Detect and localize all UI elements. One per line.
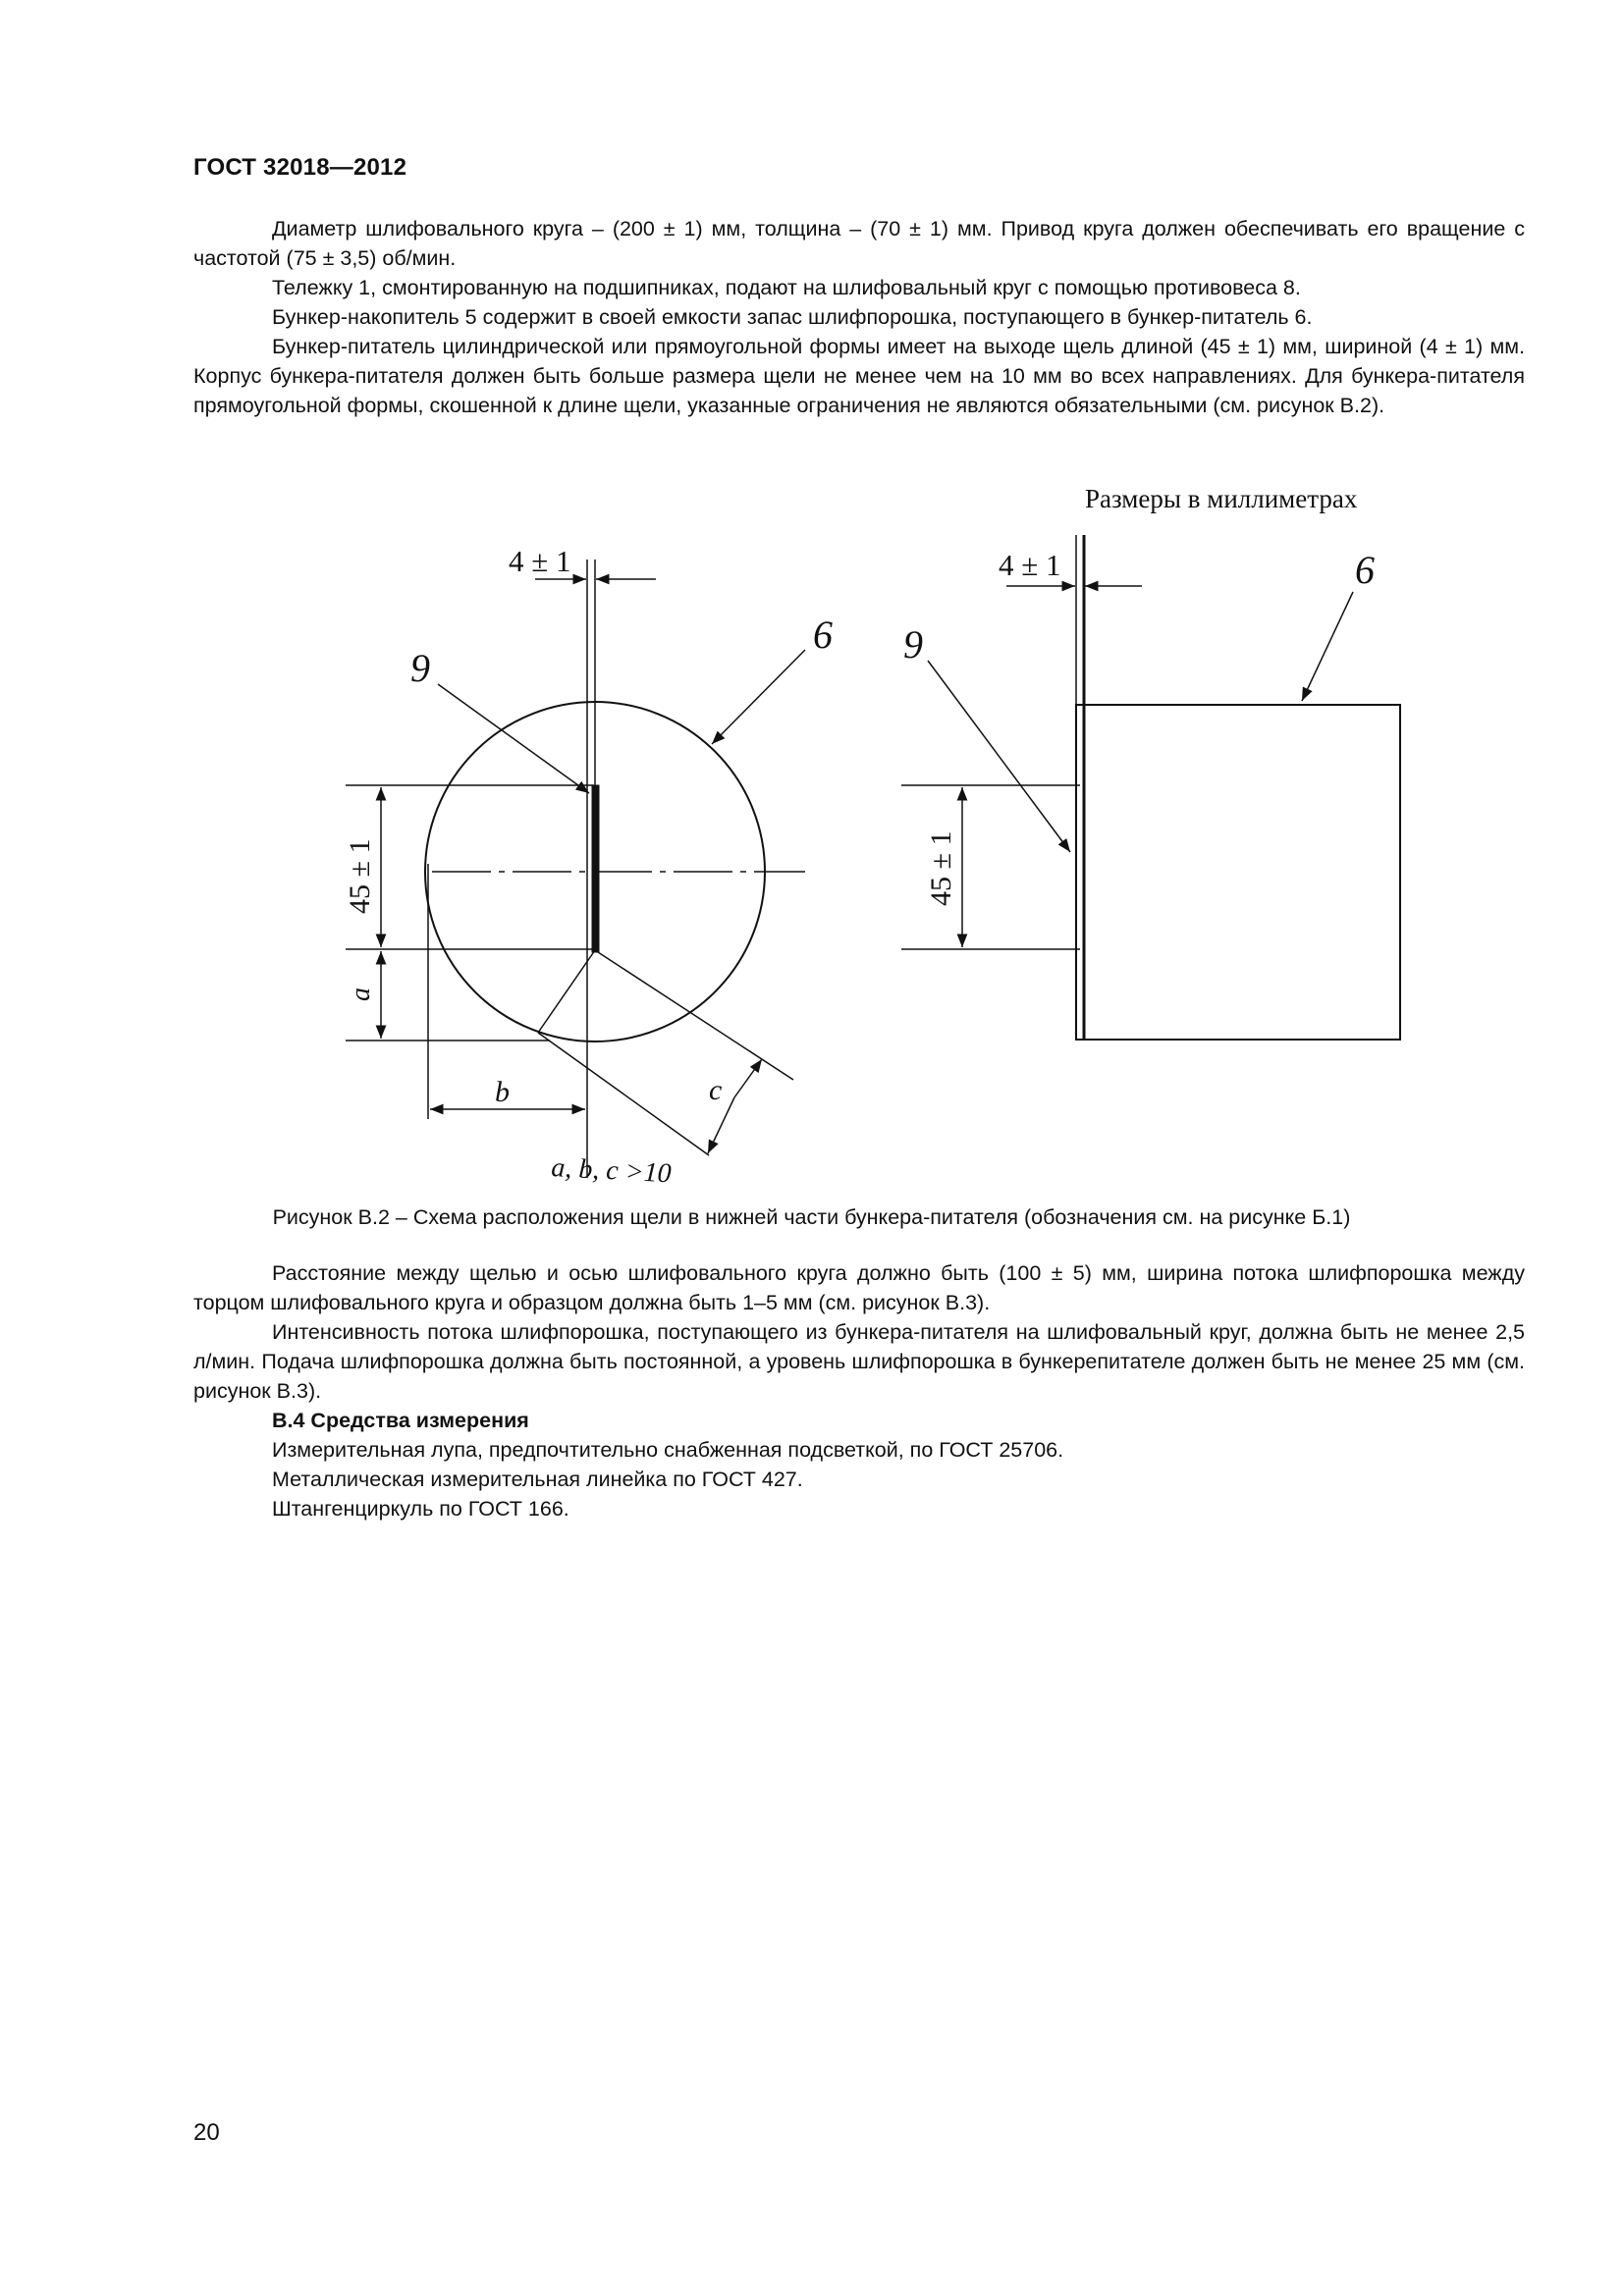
construction-line xyxy=(538,1033,709,1155)
list-item: Измерительная лупа, предпочтительно снабженная подсветкой, по ГОСТ 25706. xyxy=(272,1438,1064,1462)
paragraph: Бункер-накопитель 5 содержит в своей емкости запас шлифпорошка, поступающего в бункер-питатель 6. xyxy=(272,305,1313,329)
condition-label: a, b, c >10 xyxy=(550,1152,673,1190)
units-note: Размеры в миллиметрах xyxy=(1085,484,1358,513)
list-item: Штангенциркуль по ГОСТ 166. xyxy=(272,1497,569,1521)
length-dim-label: 45 ± 1 xyxy=(925,830,957,906)
leader-line xyxy=(1302,592,1353,701)
callout-6: 6 xyxy=(1355,548,1375,592)
dim-b-label: b xyxy=(495,1076,510,1108)
construction-line xyxy=(595,950,793,1080)
callout-9: 9 xyxy=(903,622,923,667)
page-number: 20 xyxy=(193,2119,220,2146)
leader-line xyxy=(438,684,589,793)
dim-arrow xyxy=(734,1059,762,1097)
dim-c-label: c xyxy=(709,1074,723,1106)
paragraph: Интенсивность потока шлифпорошка, поступающего из бункера-питателя на шлифовальный круг, должна быть не менее 2,5 л/мин. Подача шлифпорошка должна быть постоянной, а уровень шлифпорошка в бункерепитателе должен быть не менее 25 мм (см. рисунок В.3). xyxy=(193,1320,1525,1403)
leader-line xyxy=(928,661,1070,852)
slot xyxy=(592,785,599,952)
paragraph: Расстояние между щелью и осью шлифовального круга должно быть (100 ± 5) мм, ширина потока шлифпорошка между торцом шлифовального круга и образцом должна быть 1–5 мм (см. рисунок В.3). xyxy=(193,1261,1525,1314)
width-dim-label: 4 ± 1 xyxy=(509,544,571,578)
hopper-rectangle xyxy=(1076,705,1400,1040)
callout-6: 6 xyxy=(813,613,833,657)
section-heading: В.4 Средства измерения xyxy=(272,1409,529,1432)
leader-line xyxy=(712,650,805,744)
callout-9: 9 xyxy=(410,646,430,690)
paragraph: Тележку 1, смонтированную на подшипниках, подают на шлифовальный круг с помощью противовеса 8. xyxy=(272,276,1301,299)
body-text xyxy=(193,1258,1525,1523)
paragraph: Бункер-питатель цилиндрической или прямоугольной формы имеет на выходе щель длиной (45 ± 1) мм, шириной (4 ± 1) мм. Корпус бункера-питателя должен быть больше размера щели не менее чем на 10 мм во всех направлениях. Для бункера-питателя прямоугольной формы, скошенной к длине щели, указанные ограничения не являются обязательными (см. рисунок В.2). xyxy=(193,335,1525,417)
length-dim-label: 45 ± 1 xyxy=(344,838,376,914)
figure-caption: Рисунок В.2 – Схема расположения щели в нижней части бункера-питателя (обозначения см. на рисунке Б.1) xyxy=(272,1205,1351,1229)
dim-a-label: a xyxy=(346,988,376,1001)
document-header: ГОСТ 32018—2012 xyxy=(193,154,407,181)
width-dim-label: 4 ± 1 xyxy=(999,548,1061,582)
list-item: Металлическая измерительная линейка по ГОСТ 427. xyxy=(272,1468,803,1491)
paragraph: Диаметр шлифовального круга – (200 ± 1) мм, толщина – (70 ± 1) мм. Привод круга должен обеспечивать его вращение с частотой (75 ± 3,5) об/мин. xyxy=(193,217,1525,270)
